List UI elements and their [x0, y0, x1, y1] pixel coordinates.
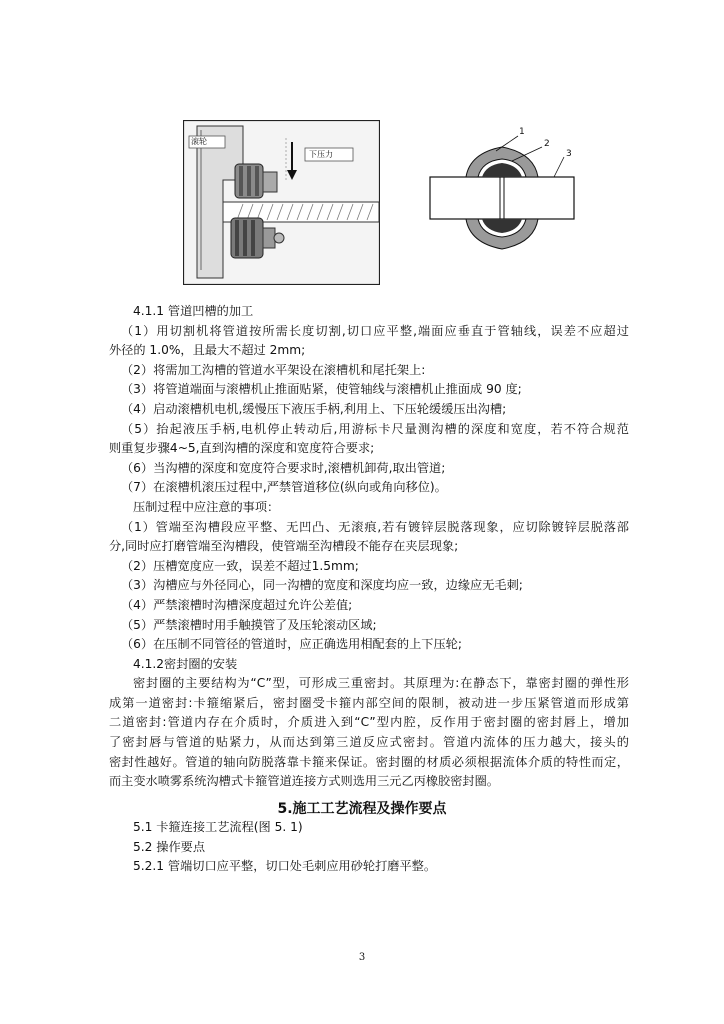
- paragraph-line: 压制过程中应注意的事项：: [133, 499, 280, 514]
- callout-2: 2: [544, 139, 550, 149]
- body-section-4: [109, 302, 629, 792]
- callout-3: 3: [566, 149, 572, 159]
- page-number: 3: [358, 952, 366, 963]
- paragraph-line: 5.1 卡箍连接工艺流程(图 5. 1): [133, 820, 303, 834]
- paragraph-line: （5）严禁滚槽时用手触摸管了及压轮滚动区域;: [121, 617, 377, 632]
- paragraph-line: （2）压槽宽度应一致，误差不超过1.5mm;: [121, 558, 359, 573]
- paragraph-line: 分,同时应打磨管端至沟槽段，使管端至沟槽段不能存在夹层现象;: [109, 539, 459, 554]
- section-heading: 5.施工工艺流程及操作要点: [277, 801, 447, 817]
- paragraph-line: 成第一道密封:卡箍缩紧后，密封圈受卡箍内部空间的限制，被动进一步压紧管道而形成第: [109, 695, 629, 710]
- paragraph-line: 则重复步骤4~5,直到沟槽的深度和宽度符合要求;: [109, 441, 375, 456]
- paragraph-line: （4）启动滚槽机电机,缓慢压下液压手柄,利用上、下压轮缓缓压出沟槽;: [121, 401, 507, 416]
- roller-label: 滚轮: [191, 137, 207, 146]
- paragraph-line: 密封圈的主要结构为“C”型，可形成三重密封。其原理为:在静态下，靠密封圈的弹性形: [133, 676, 629, 691]
- press-force-label: 下压力: [309, 150, 333, 159]
- paragraph-line: 二道密封:管道内存在介质时，介质进入到“C”型内腔，反作用于密封圈的密封唇上，增加: [109, 715, 629, 730]
- paragraph-line: （2）将需加工沟槽的管道水平架设在滚槽机和尾托架上:: [121, 362, 426, 377]
- paragraph-line: 5.2.1 管端切口应平整，切口处毛刺应用砂轮打磨平整。: [133, 859, 437, 874]
- coupling-section-figure: [426, 127, 584, 263]
- paragraph-line: 密封性越好。管道的轴向防脱落靠卡箍来保证。密封圈的材质必须根据流体介质的特性而定，: [109, 754, 629, 769]
- paragraph-line: （6）当沟槽的深度和宽度符合要求时,滚槽机卸荷,取出管道;: [121, 460, 446, 475]
- subsection-title: 4.1.1 管道凹槽的加工: [133, 304, 254, 318]
- paragraph-line: （6）在压制不同管径的管道时，应正确选用相配套的上下压轮;: [121, 637, 462, 652]
- callout-1: 1: [519, 127, 525, 137]
- grooving-machine-figure: [183, 120, 380, 285]
- paragraph-line: （1）管端至沟槽段应平整、无凹凸、无滚痕,若有镀锌层脱落现象，应切除镀锌层脱落部: [121, 519, 629, 534]
- subsection-title: 4.1.2密封圈的安装: [133, 656, 238, 671]
- paragraph-line: （1）用切割机将管道按所需长度切割,切口应平整,端面应垂直于管轴线，误差不应超过: [121, 323, 629, 338]
- paragraph-line: 5.2 操作要点: [133, 839, 206, 854]
- paragraph-line: （7）在滚槽机滚压过程中,严禁管道移位(纵向或角向移位)。: [121, 480, 447, 495]
- paragraph-line: 了密封唇与管道的贴紧力，从而达到第三道反应式密封。管道内流体的压力越大，接头的: [109, 735, 629, 750]
- paragraph-line: 而主变水喷雾系统沟槽式卡箍管道连接方式则选用三元乙丙橡胶密封圈。: [109, 774, 499, 789]
- paragraph-line: （5）抬起液压手柄,电机停止转动后,用游标卡尺量测沟槽的深度和宽度，若不符合规范: [121, 421, 629, 436]
- body-section-5: [109, 818, 629, 877]
- paragraph-line: （3）将管道端面与滚槽机止推面贴紧，使管轴线与滚槽机止推面成 90 度;: [121, 382, 522, 397]
- paragraph-line: （3）沟槽应与外径同心，同一沟槽的宽度和深度均应一致，边缘应无毛刺;: [121, 578, 523, 593]
- paragraph-line: （4）严禁滚槽时沟槽深度超过允许公差值;: [121, 597, 353, 612]
- paragraph-line: 外径的 1.0%，且最大不超过 2mm;: [109, 343, 306, 358]
